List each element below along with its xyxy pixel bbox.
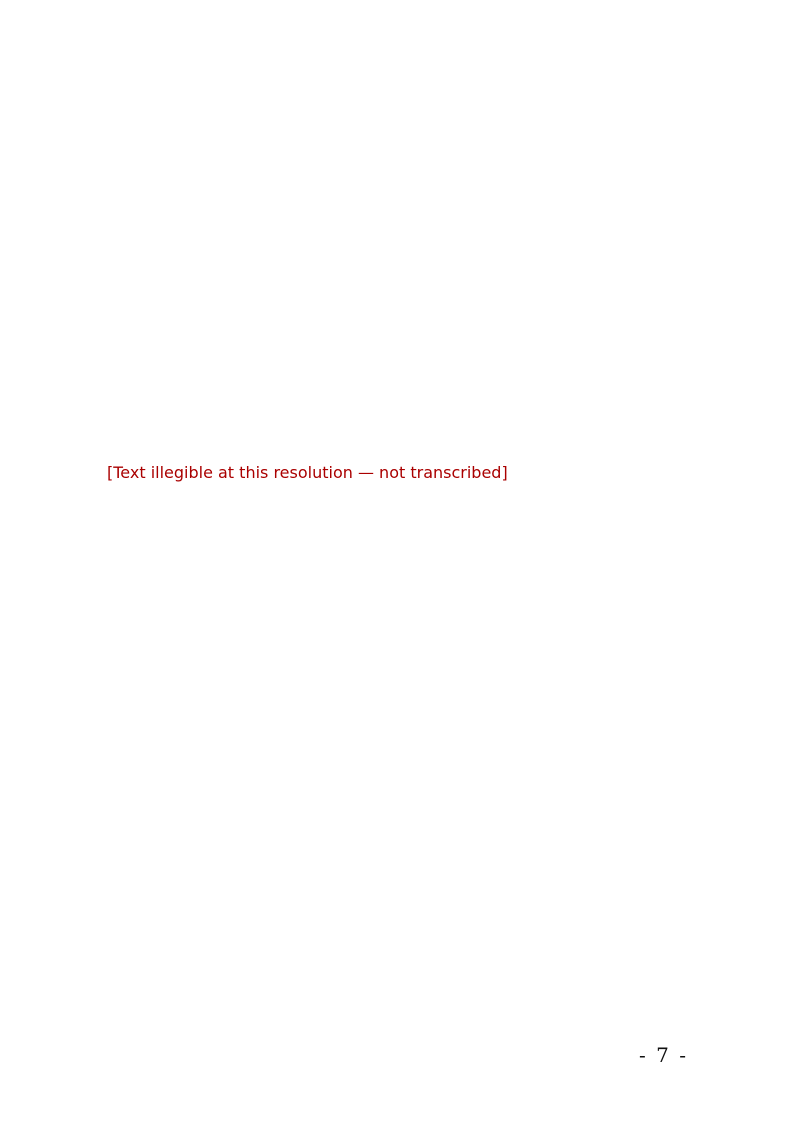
page-number: - 7 -: [639, 1043, 688, 1067]
transcription-notice: [Text illegible at this resolution — not transcribed]: [107, 463, 508, 482]
